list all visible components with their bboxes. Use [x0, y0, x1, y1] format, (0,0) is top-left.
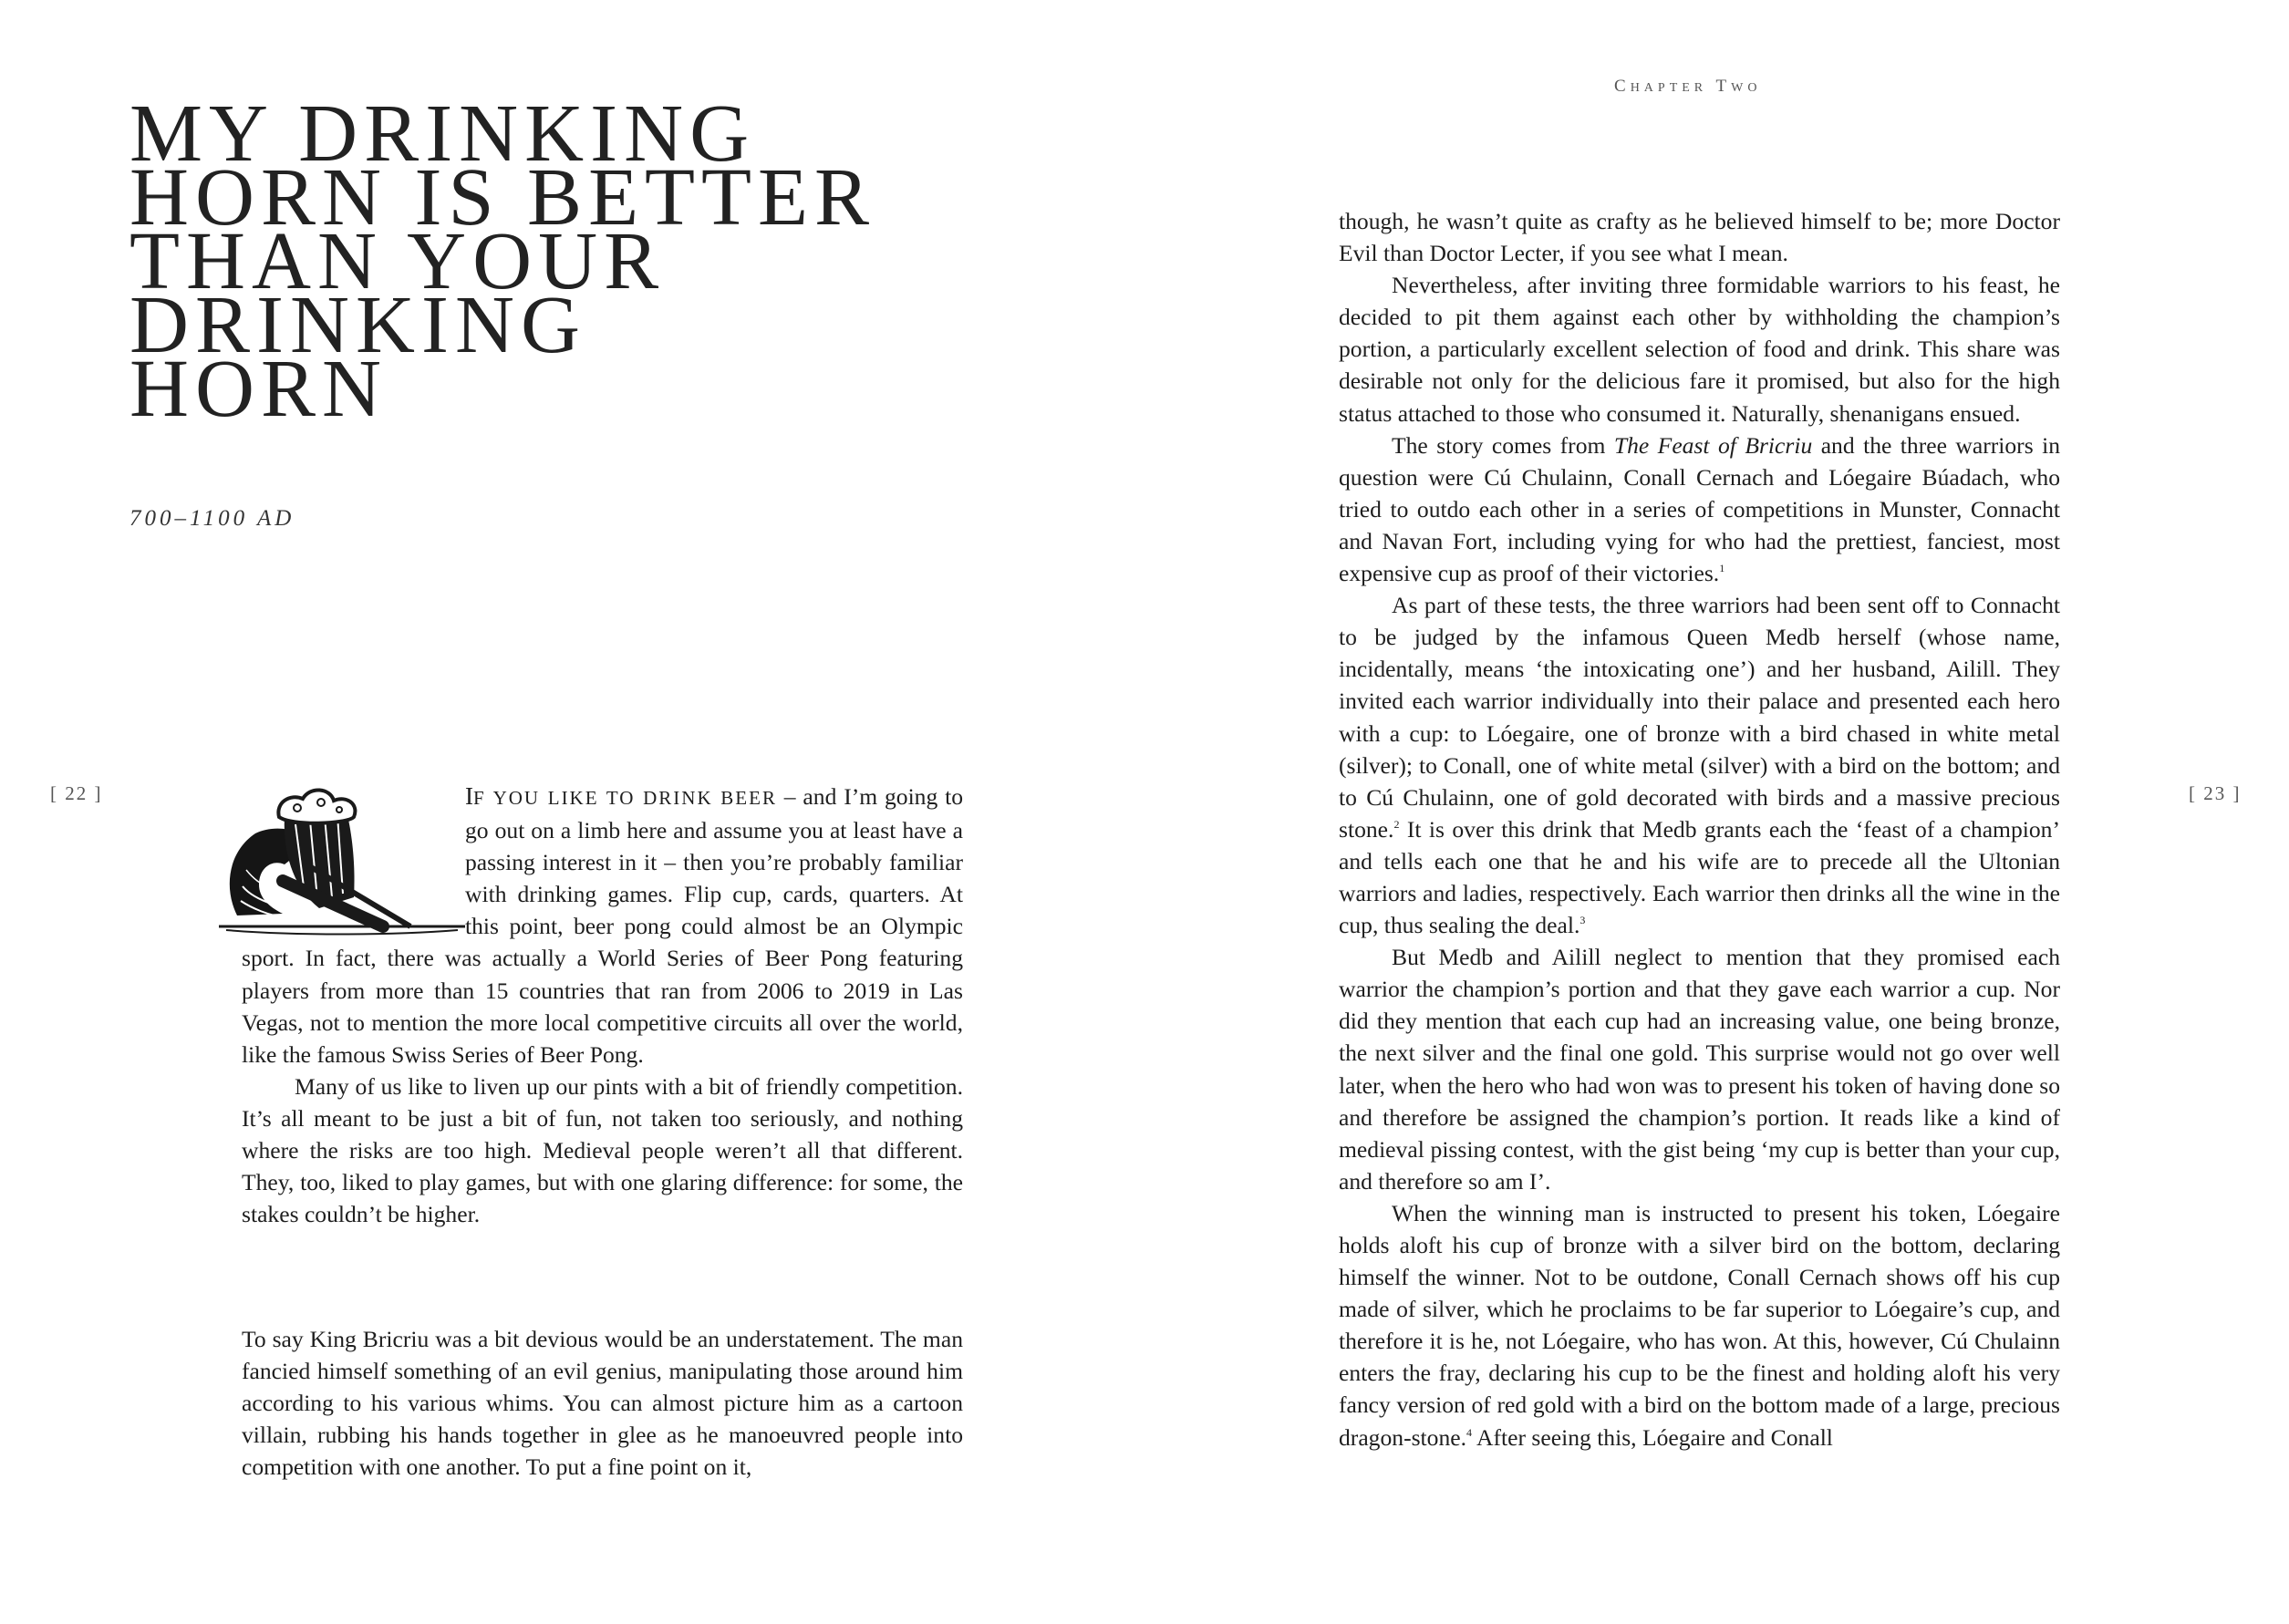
- right-paragraph-2: Nevertheless, after inviting three formidable warriors to his feast, he decided to pit them against each other by withholding the champion’s portion, a particularly excellent selection of food and drink. This share was desirable not only for the delicious fare it promised, but also for the high status attached to those who consumed it. Naturally, shenanigans ensued.: [1339, 272, 2060, 427]
- paragraph-2: Many of us like to liven up our pints with a bit of friendly competition. It’s all meant to be just a bit of fun, not taken too seriously, and nothing where the risks are too high. Medieval people weren’t all that different. They, too, liked to play games, but with one glaring difference: for some, the stakes couldn’t be higher.: [242, 1072, 963, 1228]
- lead-in-small-caps: IF YOU LIKE TO DRINK BEER: [465, 782, 777, 810]
- title-line-2: HORN IS BETTER: [129, 152, 875, 243]
- p6-part-b: After seeing this, Lóegaire and Conall: [1472, 1423, 1833, 1451]
- p4-part-a: As part of these tests, the three warriors had been sent off to Connacht to be judged by the infamous Queen Medb herself (whose name, incidentally, means ‘the intoxicating one’) and her husband, Ailill. They invited each warrior individually into their palace and presented each hero with a cup: to Lóegaire, one of bronze with a bird chased in white metal (silver); to Conall, one of white metal (silver) with a bird on the bottom; and to Cú Chulainn, one of gold decorated with birds and a massive precious stone.: [1339, 592, 2060, 843]
- book-title-italic: The Feast of Bricriu: [1613, 431, 1813, 459]
- paragraph-3: To say King Bricriu was a bit devious would be an understatement. The man fancied himself something of an evil genius, manipulating those around him according to his various whims. You can almost picture him as a cartoon villain, rubbing his hands together in glee as he manoeuvred people into competition with one another. To put a fine point on it,: [242, 1326, 963, 1481]
- chapter-dates: 700–1100 AD: [129, 506, 295, 531]
- left-page: [0, 0, 1144, 1624]
- title-line-3: THAN YOUR: [129, 216, 666, 306]
- body-text-left-top: [242, 781, 963, 1230]
- right-paragraph-3: [1339, 429, 2060, 589]
- body-text-left-bottom: [242, 1323, 963, 1483]
- footnote-ref-3[interactable]: 3: [1580, 914, 1586, 927]
- footnote-ref-4[interactable]: 4: [1466, 1425, 1473, 1439]
- p4-part-b: It is over this drink that Medb grants each the ‘feast of a champion’ and tells each one that he and his wife are to precede all the Ultonian warriors and ladies, respectively. Each warrior then drinks all the wine in the cup, thus sealing the deal.: [1339, 815, 2060, 939]
- right-paragraph-5: But Medb and Ailill neglect to mention that they promised each warrior the champion’s portion and that they gave each warrior a cup. Nor did they mention that each cup had an increasing value, one being bronze, the next silver and the final one gold. This surprise would not go over well later, when the hero who had won was to present his token of having done so and therefore be assigned the champion’s portion. It reads like a kind of medieval pissing contest, with the gist being ‘my cup is better than your cup, and therefore so am I’.: [1339, 944, 2060, 1195]
- running-head: CHAPTER TWO: [1614, 77, 1762, 96]
- footnote-ref-2[interactable]: 2: [1393, 817, 1400, 831]
- body-text-right: [1339, 205, 2060, 1453]
- paragraph-1-text: – and I’m going to go out on a limb here and assume you at least have a passing interest in it – then you’re probably familiar with drinking games. Flip cup, cards, quarters. At this point, beer pong could almost be an Olympic sport. In fact, there was actually a World Series of Beer Pong featuring players from more than 15 countries that ran from 2006 to 2019 in Las Vegas, not to mention the more local competitive circuits all over the world, like the famous Swiss Series of Beer Pong.: [242, 783, 963, 1068]
- footnote-ref-1[interactable]: 1: [1719, 562, 1725, 575]
- page-number-left: [ 22 ]: [50, 782, 103, 804]
- title-line-1: MY DRINKING: [129, 88, 756, 179]
- chapter-title: [129, 88, 875, 434]
- p3-rest: and the three warriors in question were Cú Chulainn, Conall Cernach and Lóegaire Búadach, who tried to outdo each other in a series of competitions in Munster, Connacht and Navan Fort, including vying for who had the prettiest, fanciest, most expensive cup as proof of their victories.: [1339, 431, 2060, 587]
- title-line-4: DRINKING: [129, 280, 586, 370]
- title-line-5: HORN: [129, 344, 388, 434]
- page-number-right: [ 23 ]: [2189, 782, 2242, 804]
- right-paragraph-1: though, he wasn’t quite as crafty as he believed himself to be; more Doctor Evil than Doctor Lecter, if you see what I mean.: [1339, 208, 2060, 267]
- right-paragraph-6: [1339, 1197, 2060, 1453]
- p3-start: The story comes from: [1392, 431, 1614, 459]
- drinking-horn-illustration-icon: [219, 781, 465, 940]
- p6-part-a: When the winning man is instructed to present his token, Lóegaire holds aloft his cup of bronze with a silver bird on the bottom, declaring himself the winner. Not to be outdone, Conall Cernach shows off his cup made of silver, which he proclaims to be far superior to Lóegaire’s cup, and therefore it is he, not Lóegaire, who has won. At this, however, Cú Chulainn enters the fray, declaring his cup to be the finest and holding aloft his very fancy version of red gold with a bird on the bottom made of a large, precious dragon-stone.: [1339, 1199, 2060, 1451]
- right-paragraph-4: [1339, 589, 2060, 941]
